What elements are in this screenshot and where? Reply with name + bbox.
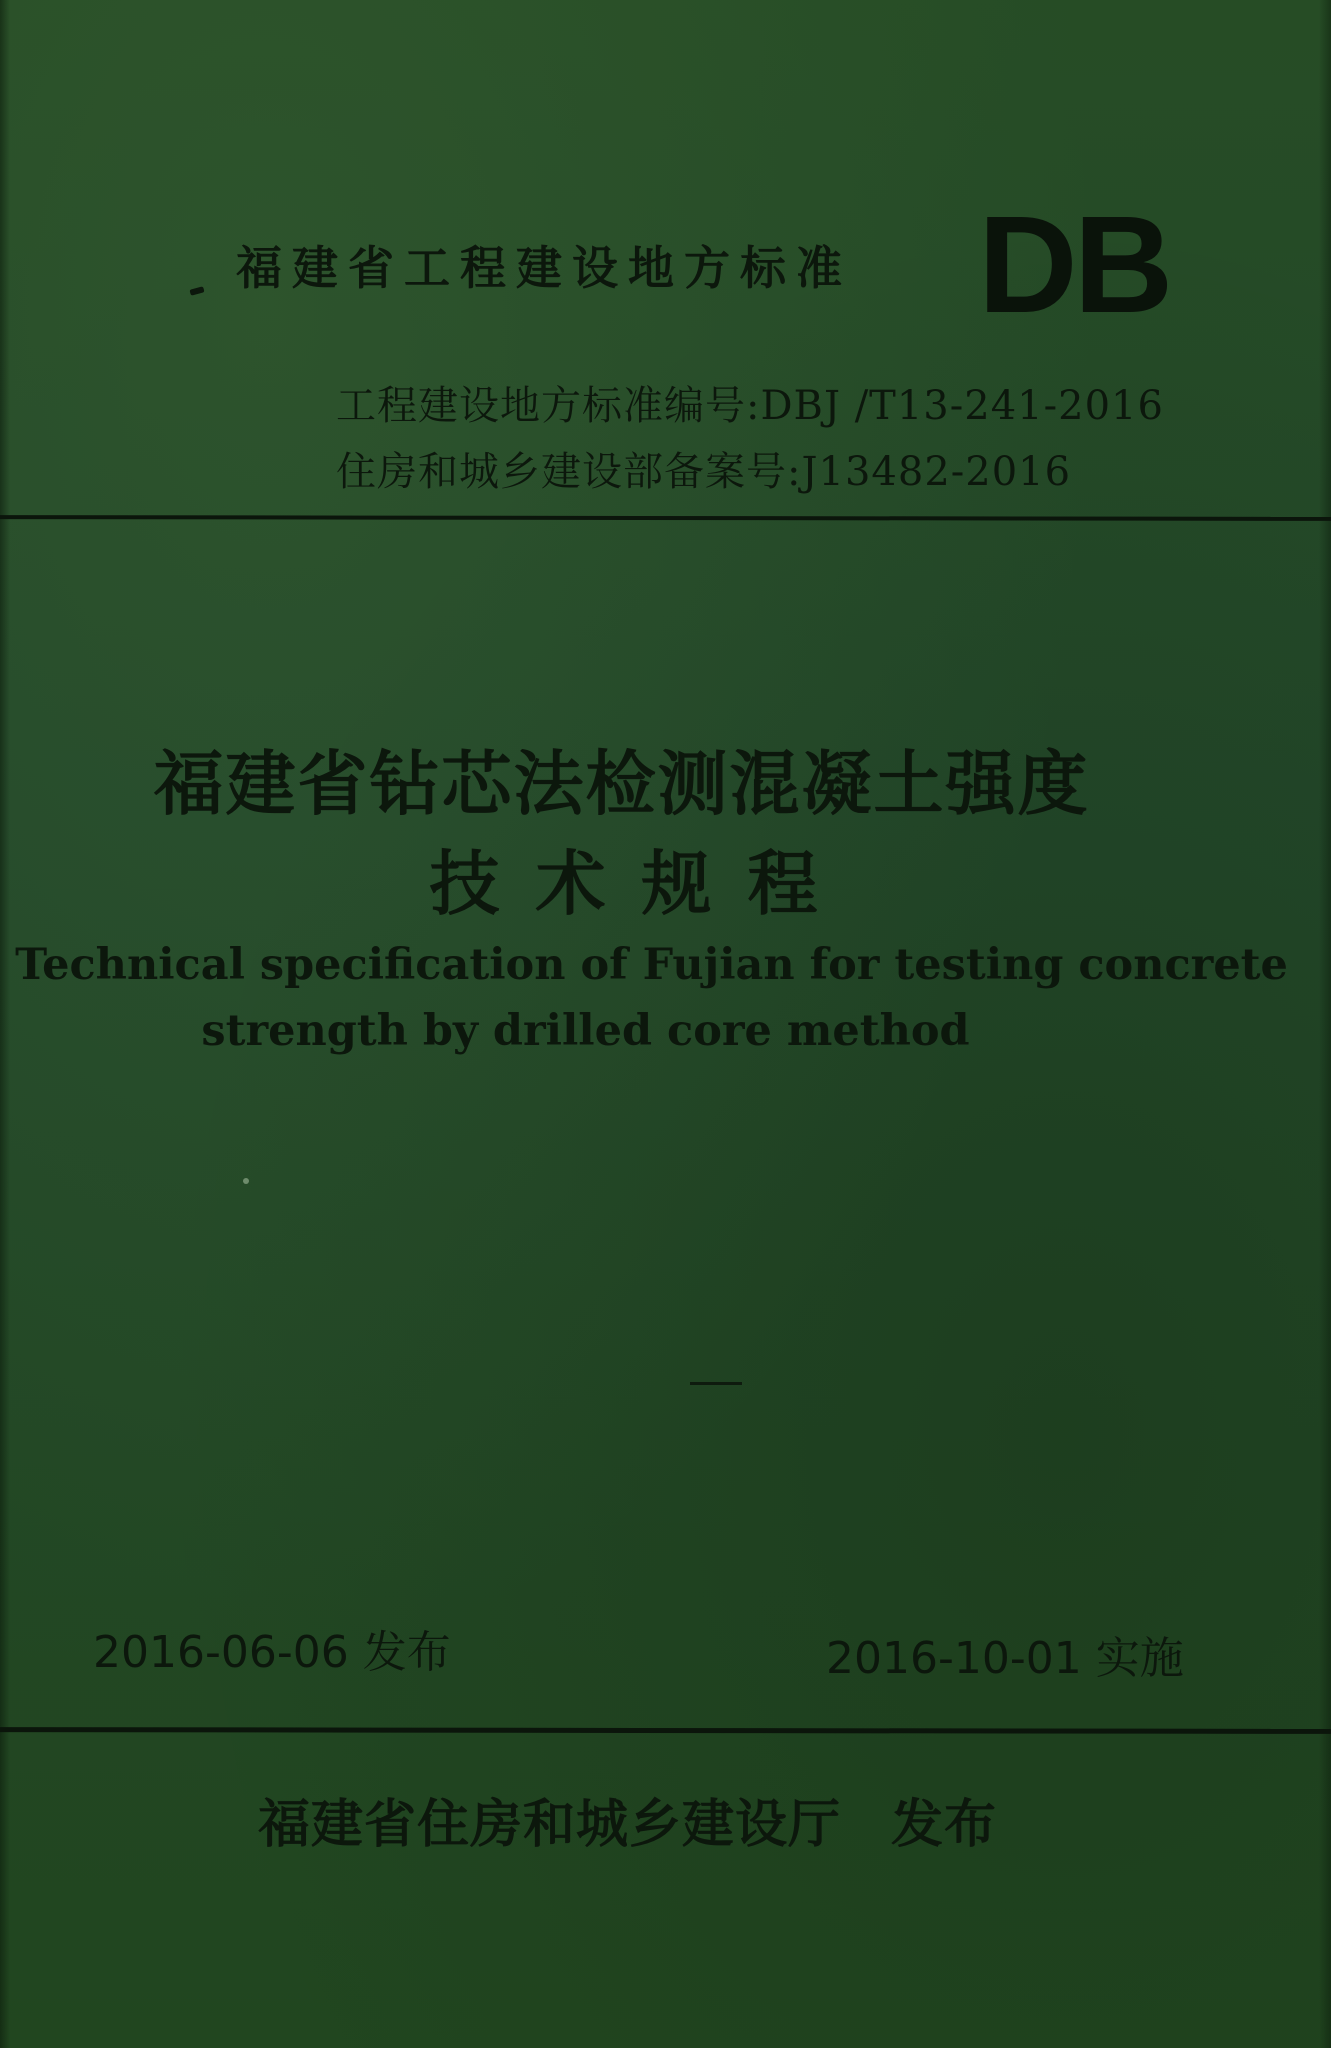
standard-number-line: [336, 374, 1164, 431]
label-colon: :: [787, 449, 802, 495]
standard-number-label: 工程建设地方标准编号: [336, 383, 746, 429]
implement-label: 实施: [1095, 1633, 1184, 1684]
title-chinese-line-2: 技术规程: [429, 843, 854, 925]
top-divider: [0, 515, 1331, 521]
publisher-line: [258, 1782, 997, 1857]
filing-number-label: 住房和城乡建设部备案号: [336, 449, 787, 495]
title-chinese-line-1: 福建省钻芯法检测混凝土强度: [153, 743, 1090, 825]
title-english-line-2: strength by drilled core method: [201, 1006, 970, 1056]
label-colon: :: [746, 383, 761, 429]
filing-number-line: [336, 440, 1071, 497]
bottom-divider: [0, 1727, 1331, 1734]
db-logo-mark: DB: [978, 188, 1170, 342]
center-dash: [690, 1382, 742, 1385]
scan-speck: [243, 1178, 249, 1184]
issue-date-line: [93, 1616, 451, 1680]
standard-number: DBJ /T13-241-2016: [760, 383, 1164, 429]
title-english-line-1: Technical specification of Fujian for testing concrete: [15, 940, 1288, 990]
implement-date: 2016-10-01: [826, 1633, 1082, 1684]
publish-label: 发布: [891, 1795, 998, 1855]
issue-label: 发布: [362, 1627, 451, 1678]
publisher-name: 福建省住房和城乡建设厅: [258, 1795, 842, 1855]
filing-number: J13482-2016: [801, 449, 1072, 495]
scan-mark: [189, 286, 204, 295]
implement-date-line: [826, 1622, 1184, 1686]
issue-date: 2016-06-06: [93, 1627, 349, 1678]
series-title: 福建省工程建设地方标准: [236, 241, 852, 295]
